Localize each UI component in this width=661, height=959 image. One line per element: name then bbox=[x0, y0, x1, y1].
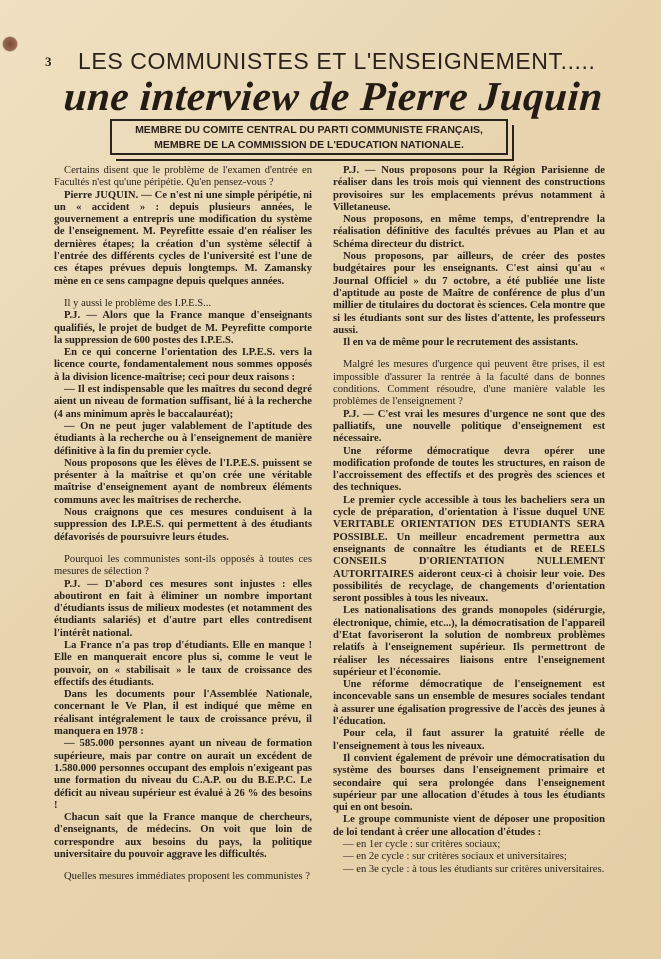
byline-line-2: MEMBRE DE LA COMMISSION DE L'EDUCATION NATIONALE. bbox=[154, 139, 464, 151]
byline-line-1: MEMBRE DU COMITE CENTRAL DU PARTI COMMUNISTE FRANÇAIS, bbox=[135, 124, 483, 136]
answer-paragraph: Pour cela, il faut assurer la gratuité réelle de l'enseignement à tous les niveaux. bbox=[333, 728, 605, 752]
answer-paragraph: Il en va de même pour le recrutement des assistants. bbox=[343, 337, 578, 349]
page-number: 3 bbox=[45, 54, 52, 69]
answer-paragraph: P.J. — Nous proposons pour la Région Parisienne de réaliser dans les trois mois qui viennent des constructions provisoires sur les emplacements prévus notamment à Villetaneuse. bbox=[333, 165, 605, 213]
answer-paragraph: — 585.000 personnes ayant un niveau de formation supérieure, mais par contre on aurait un excédent de 1.580.000 personnes occupant des emplois n'exigeant pas une formation du niveau du C.A.P. ou du B.E.P.C. Le déficit au niveau supérieur est évalué à 26 % des besoins ! bbox=[54, 738, 312, 811]
question-paragraph: Malgré les mesures d'urgence qui peuvent être prises, il est impossible d'assurer la rentrée à la faculté dans de bonnes conditions. Comment résoudre, d'une manière valable les problèmes de l'enseignement ? bbox=[333, 359, 605, 408]
answer-paragraph: P.J. — C'est vrai les mesures d'urgence ne sont que des palliatifs, une nouvelle politique d'enseignement est nécessaire. bbox=[333, 408, 605, 445]
headline: une interview de Pierre Juquin bbox=[62, 73, 605, 119]
answer-paragraph: Pierre JUQUIN. — Ce n'est ni une simple péripétie, ni un « accident » : depuis plusieurs années, le gouvernement a entrepris une modification du système de l'enseignement. M. Peyrefitte essaie d'en réaliser les dernières étapes; la création d'un système sélectif à l'entrée des différents cycles de l'université est l'une de ces étapes prévues depuis longtemps. M. Zamansky mène en ce sens campagne depuis quelques années. bbox=[54, 189, 312, 287]
answer-paragraph: P.J. — Alors que la France manque d'enseignants qualifiés, le projet de budget de M. Peyrefitte comporte la suppression de 600 postes des I.P.E.S. bbox=[54, 310, 312, 346]
answer-paragraph: Nous proposons, en même temps, d'entreprendre la réalisation définitive des facultés prévues au Plan et au Schéma directeur du district. bbox=[333, 214, 605, 250]
answer-paragraph: Le groupe communiste vient de déposer une proposition de loi tendant à créer une allocation d'études : bbox=[333, 814, 605, 838]
list-item: — en 2e cycle : sur critères sociaux et universitaires; bbox=[343, 851, 567, 863]
answer-paragraph: Nous proposons, par ailleurs, de créer des postes budgétaires pour les enseignants. C'est ainsi qu'au « Journal Officiel » du 7 octobre, a été publiée une liste d'aptitude au poste de Maître de conférence de plus d'un millier de titulaires du doctorat ès sciences. Cela montre que si les étudiants sont sur des listes d'attente, les professeurs aussi. bbox=[333, 251, 605, 336]
question-paragraph: Pourquoi les communistes sont-ils opposés à toutes ces mesures de sélection ? bbox=[54, 553, 312, 578]
answer-paragraph: Dans les documents pour l'Assemblée Nationale, concernant le Ve Plan, il est indiqué que même en réalisant intégralement le taux de croissance prévu, il manquera en 1978 : bbox=[54, 689, 312, 738]
answer-paragraph: Une réforme démocratique devra opérer une modification profonde de toutes les structures, en raison de l'accroissement des effectifs et des progrès des sciences et des techniques. bbox=[333, 445, 605, 494]
question-paragraph: Quelles mesures immédiates proposent les communistes ? bbox=[64, 871, 310, 883]
answer-paragraph: Chacun sait que la France manque de chercheurs, d'enseignants, de médecins. On voit que loin de correspondre aux besoins du pays, la politique universitaire du pouvoir aggrave les difficultés. bbox=[54, 812, 312, 861]
list-item: — en 3e cycle : à tous les étudiants sur critères universitaires. bbox=[343, 863, 605, 875]
question-paragraph: Certains disent que le problème de l'examen d'entrée en Facultés n'est qu'une péripétie. Qu'en pensez-vous ? bbox=[54, 165, 312, 189]
answer-paragraph: Le premier cycle accessible à tous les bacheliers sera un cycle de préparation, d'orientation à l'issue duquel UNE VERITABLE ORIENTATION DES ETUDIANTS SERA POSSIBLE. Un meilleur encadrement permettra aux enseignants de connaître les étudiants et de REELS CONSEILS D'ORIENTATION NULLEMENT AUTORITAIRES aideront ceux-ci à choisir leur voie. Des possibilités de recyclage, de changements d'orientation seront possibles à tous les niveaux. bbox=[333, 494, 605, 605]
answer-paragraph: Une réforme démocratique de l'enseignement est inconcevable sans un ensemble de mesures sociales tendant à assurer une égalisation progressive de l'accès des jeunes à l'éducation. bbox=[333, 679, 605, 728]
answer-paragraph: La France n'a pas trop d'étudiants. Elle en manque ! Elle en manquerait encore plus si, comme le veut le pouvoir, on « stabilisait » le taux de croissance des effectifs des étudiants. bbox=[54, 639, 312, 688]
answer-paragraph: — Il est indispensable que les maîtres du second degré aient un niveau de formation suffisant, lié à la recherche (4 ans minimum après le baccalauréat); bbox=[54, 384, 312, 420]
answer-paragraph: Nous craignons que ces mesures conduisent à la suppression des I.P.E.S. qui permettent à des étudiants défavorisés de poursuivre leurs études. bbox=[54, 507, 312, 543]
right-column bbox=[333, 165, 605, 876]
kicker-heading: LES COMMUNISTES ET L'ENSEIGNEMENT..... bbox=[78, 48, 596, 74]
question-paragraph: Il y aussi le problème des I.P.E.S... bbox=[64, 297, 212, 309]
punch-hole bbox=[2, 36, 18, 52]
answer-paragraph: Les nationalisations des grands monopoles (sidérurgie, électronique, chimie, etc...), la démocratisation de l'appareil d'Etat favoriseront la solution de nombreux problèmes relatifs à l'enseignement supérieur. Ils permettront de réaliser les nécessaires liaisons entre l'enseignement supérieur et l'économie. bbox=[333, 605, 605, 678]
answer-paragraph: Il convient également de prévoir une démocratisation du système des bourses dans l'enseignement primaire et secondaire qui sera prolongée dans l'enseignement supérieur par une allocation d'études à tous les étudiants qui en ont besoin. bbox=[333, 752, 605, 814]
answer-paragraph: P.J. — D'abord ces mesures sont injustes : elles aboutiront en fait à éliminer un nombre important d'étudiants issus de milieux modestes (et notamment des étudiants salariés) et d'autre part elles contredisent l'intérêt national. bbox=[54, 578, 312, 639]
answer-paragraph: Nous proposons que les élèves de l'I.P.E.S. puissent se présenter à la maîtrise et qu'on crée une véritable maîtrise d'enseignement ayant de nombreux éléments communs avec les maîtrises de recherche. bbox=[54, 457, 312, 506]
answer-paragraph: — On ne peut juger valablement de l'aptitude des étudiants à la recherche ou à l'enseignement de manière définitive à la fin du premier cycle. bbox=[54, 420, 312, 457]
list-item: — en 1er cycle : sur critères sociaux; bbox=[343, 839, 501, 851]
left-column bbox=[54, 165, 312, 884]
byline-box bbox=[110, 119, 508, 155]
answer-paragraph: En ce qui concerne l'orientation des I.P.E.S. vers la licence courte, fondamentalement nous sommes opposés à la division licence-maîtrise; ceci pour deux raisons : bbox=[54, 347, 312, 383]
